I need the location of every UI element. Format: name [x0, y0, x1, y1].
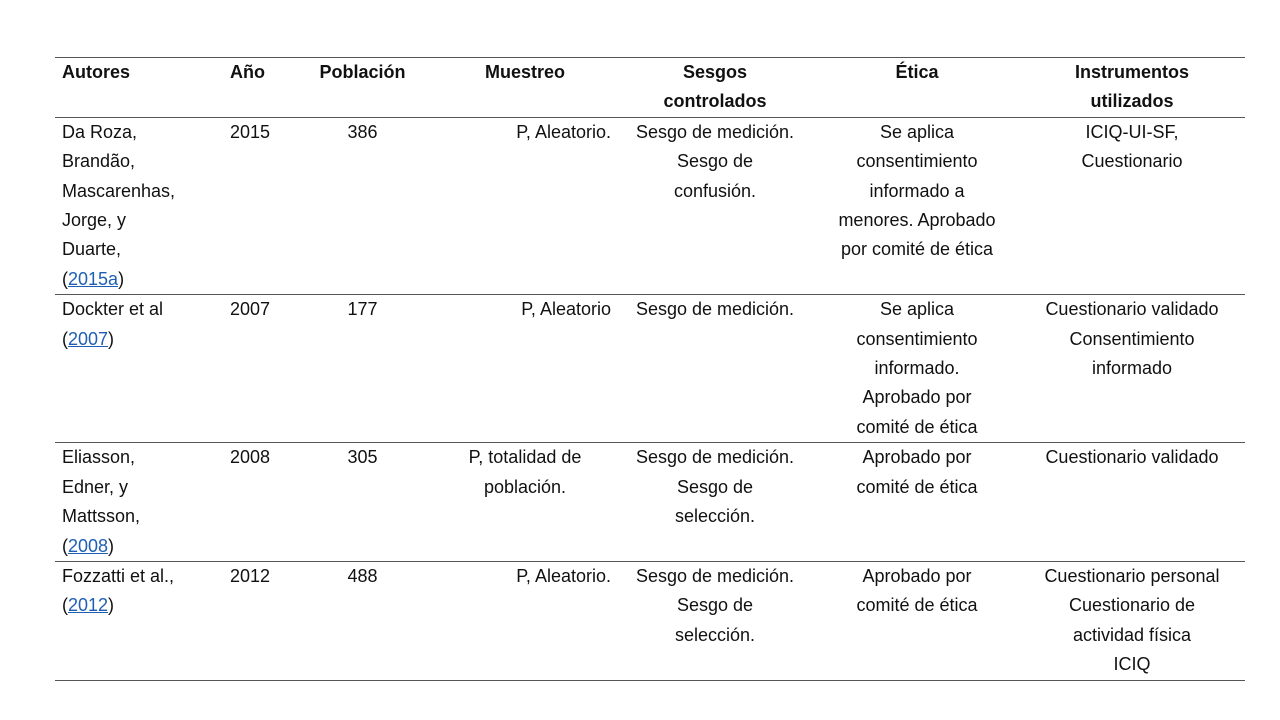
reference-link[interactable]: 2012: [68, 595, 109, 616]
autor-line: Mattsson,: [62, 506, 141, 527]
table-row: [55, 443, 1245, 562]
autor-line: Duarte,: [62, 239, 122, 260]
cell-instrumentos: [1019, 561, 1245, 680]
cell-autores: [55, 117, 220, 294]
muestreo-line: P, Aleatorio: [521, 299, 611, 320]
instrumento-line: Consentimiento: [1069, 328, 1195, 349]
citation-close-paren: ): [108, 595, 115, 616]
table-body: [55, 117, 1245, 680]
cell-sesgos: [615, 443, 815, 562]
instrumento-line: Cuestionario validado: [1045, 299, 1219, 320]
cell-muestreo: [435, 443, 615, 562]
instrumento-line: ICIQ: [1113, 654, 1151, 675]
sesgo-line: Sesgo de: [676, 476, 754, 497]
cell-muestreo: [435, 117, 615, 294]
sesgo-line: Sesgo de medición.: [635, 299, 795, 320]
header-autores: Autores: [62, 62, 131, 82]
sesgo-line: Sesgo de: [676, 595, 754, 616]
etica-line: Se aplica: [879, 121, 955, 142]
reference-link[interactable]: 2008: [68, 535, 109, 556]
instrumento-line: Cuestionario: [1081, 151, 1183, 172]
cell-autores: [55, 295, 220, 443]
header-instrumentos-line-1: Instrumentos: [1074, 62, 1189, 82]
citation: [62, 591, 216, 620]
header-ano: Año: [230, 62, 265, 82]
citation-open-paren: (: [62, 535, 68, 556]
etica-line: comité de ética: [856, 595, 978, 616]
sesgo-line: selección.: [674, 624, 756, 645]
citation-close-paren: ): [108, 328, 115, 349]
etica-line: comité de ética: [856, 476, 978, 497]
cell-poblacion: 177: [347, 299, 378, 320]
autor-line: Mascarenhas,: [62, 180, 176, 201]
cell-autores: [55, 561, 220, 680]
instrumento-line: Cuestionario de: [1068, 595, 1196, 616]
header-sesgos-line-1: Sesgos: [682, 62, 748, 82]
cell-instrumentos: [1019, 295, 1245, 443]
autor-line: Edner, y: [62, 476, 129, 497]
studies-table-container: [55, 57, 1245, 681]
cell-ano: 2008: [230, 447, 271, 468]
cell-etica: [815, 117, 1019, 294]
citation: [62, 325, 216, 354]
cell-etica: [815, 295, 1019, 443]
cell-ano: 2007: [230, 299, 271, 320]
header-instrumentos: [1019, 58, 1245, 118]
cell-autores: [55, 443, 220, 562]
cell-instrumentos: [1019, 443, 1245, 562]
table-row: [55, 295, 1245, 443]
etica-line: informado a: [869, 180, 965, 201]
autor-line: Eliasson,: [62, 447, 136, 468]
etica-line: comité de ética: [856, 416, 978, 437]
sesgo-line: confusión.: [673, 180, 757, 201]
studies-table: [55, 57, 1245, 681]
header-row: [55, 58, 1245, 118]
etica-line: Se aplica: [879, 299, 955, 320]
cell-poblacion: 488: [347, 565, 378, 586]
cell-ano: 2015: [230, 121, 271, 142]
instrumento-line: Cuestionario validado: [1045, 447, 1219, 468]
instrumento-line: actividad física: [1072, 624, 1192, 645]
autor-line: Brandão,: [62, 151, 136, 172]
etica-line: Aprobado por: [862, 565, 972, 586]
muestreo-line: población.: [483, 476, 567, 497]
cell-poblacion: 305: [347, 447, 378, 468]
cell-ano: 2012: [230, 565, 271, 586]
cell-sesgos: [615, 561, 815, 680]
cell-sesgos: [615, 117, 815, 294]
sesgo-line: Sesgo de medición.: [635, 565, 795, 586]
muestreo-line: P, Aleatorio.: [516, 121, 611, 142]
citation-close-paren: ): [118, 268, 125, 289]
citation-close-paren: ): [108, 535, 115, 556]
muestreo-line: P, Aleatorio.: [516, 565, 611, 586]
citation-open-paren: (: [62, 328, 68, 349]
citation: [62, 532, 216, 561]
citation-open-paren: (: [62, 268, 68, 289]
cell-etica: [815, 561, 1019, 680]
autor-line: Da Roza,: [62, 121, 138, 142]
header-etica: Ética: [895, 62, 939, 82]
header-instrumentos-line-2: utilizados: [1090, 91, 1174, 112]
etica-line: consentimiento: [856, 151, 978, 172]
etica-line: consentimiento: [856, 328, 978, 349]
header-sesgos: [615, 58, 815, 118]
autor-line: Fozzatti et al.,: [62, 565, 175, 586]
etica-line: Aprobado por: [862, 387, 972, 408]
instrumento-line: informado: [1091, 358, 1173, 379]
reference-link[interactable]: 2015a: [68, 268, 119, 289]
table-row: [55, 117, 1245, 294]
cell-muestreo: [435, 561, 615, 680]
autor-line: Jorge, y: [62, 210, 127, 231]
etica-line: por comité de ética: [840, 239, 994, 260]
instrumento-line: Cuestionario personal: [1044, 565, 1220, 586]
header-sesgos-line-2: controlados: [663, 91, 767, 112]
header-muestreo: Muestreo: [484, 62, 565, 82]
sesgo-line: Sesgo de medición.: [635, 447, 795, 468]
sesgo-line: Sesgo de: [676, 151, 754, 172]
cell-poblacion: 386: [347, 121, 378, 142]
etica-line: Aprobado por: [862, 447, 972, 468]
etica-line: informado.: [874, 358, 960, 379]
autor-line: Dockter et al: [62, 299, 164, 320]
cell-etica: [815, 443, 1019, 562]
instrumento-line: ICIQ-UI-SF,: [1085, 121, 1179, 142]
muestreo-line: P, totalidad de: [468, 447, 582, 468]
citation-open-paren: (: [62, 595, 68, 616]
sesgo-line: Sesgo de medición.: [635, 121, 795, 142]
table-row: [55, 561, 1245, 680]
cell-muestreo: [435, 295, 615, 443]
reference-link[interactable]: 2007: [68, 328, 109, 349]
header-poblacion: Población: [319, 62, 406, 82]
citation: [62, 265, 216, 294]
cell-sesgos: [615, 295, 815, 443]
etica-line: menores. Aprobado: [838, 210, 996, 231]
cell-instrumentos: [1019, 117, 1245, 294]
sesgo-line: selección.: [674, 506, 756, 527]
table-header: [55, 58, 1245, 118]
